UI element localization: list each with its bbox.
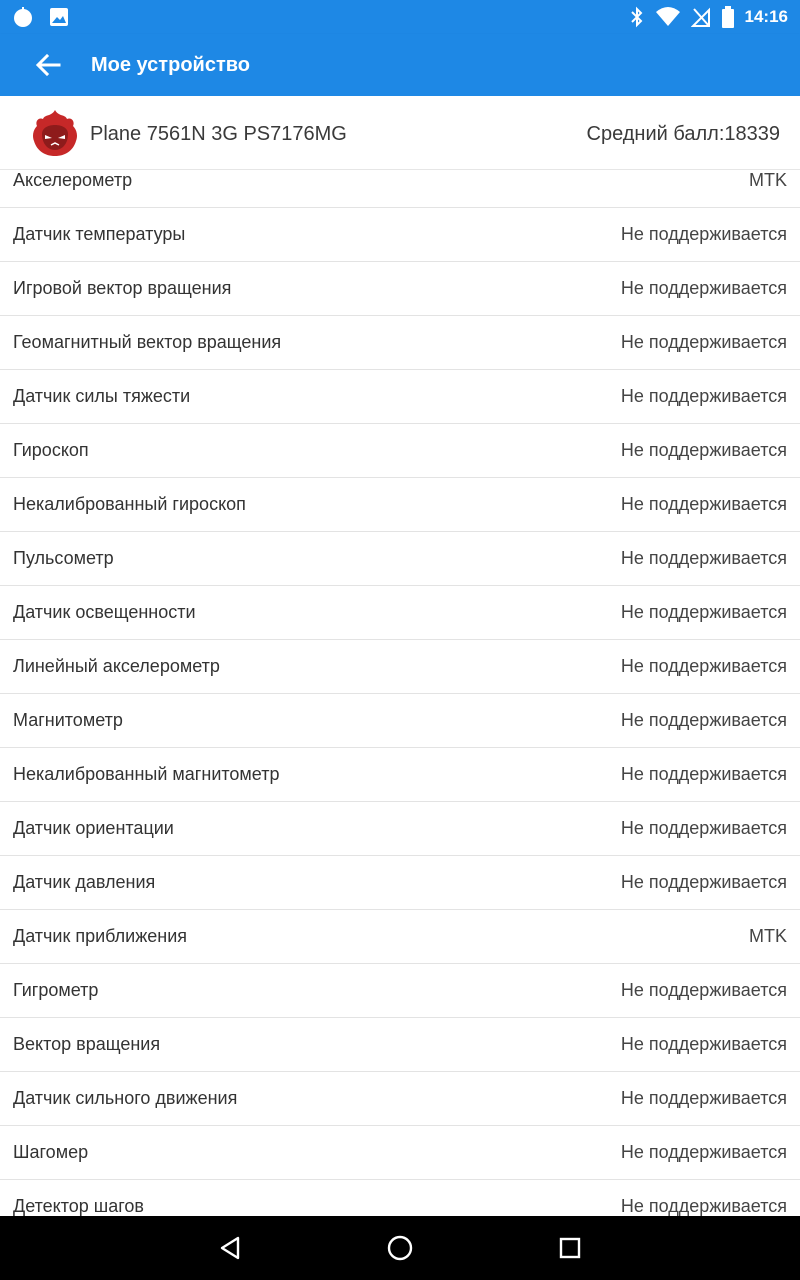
nav-recents-button[interactable] bbox=[550, 1228, 590, 1268]
sensor-row bbox=[0, 748, 800, 802]
device-header bbox=[0, 96, 800, 170]
antutu-logo bbox=[30, 108, 80, 158]
sensor-row bbox=[0, 1018, 800, 1072]
sensor-label: Акселерометр bbox=[13, 170, 133, 190]
sensor-value: Не поддерживается bbox=[620, 872, 787, 892]
sensor-label: Линейный акселерометр bbox=[13, 656, 220, 676]
sensor-value: Не поддерживается bbox=[620, 764, 787, 784]
sensor-label: Некалиброванный гироскоп bbox=[13, 494, 246, 514]
sensor-row bbox=[0, 370, 800, 424]
sensor-row bbox=[0, 802, 800, 856]
average-score: Средний балл:18339 bbox=[586, 123, 780, 145]
sensor-label: Магнитометр bbox=[13, 710, 123, 730]
sensor-label: Датчик силы тяжести bbox=[13, 386, 191, 406]
back-button[interactable] bbox=[26, 43, 70, 87]
sensor-value: Не поддерживается bbox=[620, 980, 787, 1000]
sensor-label: Датчик температуры bbox=[13, 224, 186, 244]
sensor-label: Гигрометр bbox=[13, 980, 99, 1000]
sensor-value: Не поддерживается bbox=[620, 1142, 787, 1162]
sensor-row bbox=[0, 424, 800, 478]
bluetooth-icon bbox=[629, 5, 645, 29]
sensor-label: Вектор вращения bbox=[13, 1034, 161, 1054]
sensor-row bbox=[0, 856, 800, 910]
sensor-value: Не поддерживается bbox=[620, 818, 787, 838]
sensor-label: Геомагнитный вектор вращения bbox=[13, 332, 282, 352]
status-time: 14:16 bbox=[744, 7, 788, 26]
sensor-list bbox=[0, 170, 800, 1216]
page-title: Мое устройство bbox=[91, 54, 250, 76]
sensor-label: Детектор шагов bbox=[13, 1196, 144, 1216]
sensor-row bbox=[0, 1180, 800, 1216]
sensor-value: Не поддерживается bbox=[620, 1196, 787, 1216]
home-circle-icon bbox=[386, 1234, 414, 1262]
sensor-value: Не поддерживается bbox=[620, 494, 787, 514]
sensor-value: Не поддерживается bbox=[620, 278, 787, 298]
sensor-row bbox=[0, 586, 800, 640]
sensor-value: MTK bbox=[749, 170, 787, 190]
sensor-value: Не поддерживается bbox=[620, 710, 787, 730]
sensor-row bbox=[0, 532, 800, 586]
status-left-icons bbox=[12, 6, 70, 28]
sensor-label: Пульсометр bbox=[13, 548, 114, 568]
wifi-icon bbox=[655, 6, 681, 28]
sensor-label: Датчик сильного движения bbox=[13, 1088, 238, 1108]
recents-square-icon bbox=[558, 1236, 582, 1260]
sensor-row bbox=[0, 478, 800, 532]
sensor-row bbox=[0, 694, 800, 748]
nav-home-button[interactable] bbox=[380, 1228, 420, 1268]
sensor-row bbox=[0, 170, 800, 208]
sensor-label: Датчик приближения bbox=[13, 926, 188, 946]
sensor-value: Не поддерживается bbox=[620, 548, 787, 568]
sensor-value: Не поддерживается bbox=[620, 332, 787, 352]
sensor-label: Гироскоп bbox=[13, 440, 89, 460]
sensor-row bbox=[0, 316, 800, 370]
sensor-value: Не поддерживается bbox=[620, 224, 787, 244]
device-name: Plane 7561N 3G PS7176MG bbox=[90, 123, 347, 145]
back-triangle-icon bbox=[218, 1235, 244, 1261]
sensor-list-viewport[interactable] bbox=[0, 170, 800, 1216]
sensor-row bbox=[0, 208, 800, 262]
status-bar bbox=[0, 0, 800, 34]
sensor-row bbox=[0, 640, 800, 694]
sensor-row bbox=[0, 1072, 800, 1126]
sensor-value: Не поддерживается bbox=[620, 1034, 787, 1054]
nav-back-button[interactable] bbox=[211, 1228, 251, 1268]
sensor-value: Не поддерживается bbox=[620, 602, 787, 622]
sensor-label: Датчик ориентации bbox=[13, 818, 174, 838]
sensor-label: Датчик давления bbox=[13, 872, 156, 892]
arrow-back-icon bbox=[35, 52, 61, 78]
sensor-value: Не поддерживается bbox=[620, 440, 787, 460]
sensor-value: Не поддерживается bbox=[620, 386, 787, 406]
image-icon bbox=[48, 6, 70, 28]
sensor-label: Некалиброванный магнитометр bbox=[13, 764, 280, 784]
no-signal-icon bbox=[691, 6, 711, 28]
system-nav-bar bbox=[0, 1216, 800, 1280]
sensor-label: Игровой вектор вращения bbox=[13, 278, 232, 298]
sensor-value: Не поддерживается bbox=[620, 1088, 787, 1108]
sensor-row bbox=[0, 964, 800, 1018]
sensor-row bbox=[0, 262, 800, 316]
sensor-label: Шагомер bbox=[13, 1142, 89, 1162]
app-notification-icon bbox=[12, 6, 34, 28]
sensor-row bbox=[0, 910, 800, 964]
sensor-value: Не поддерживается bbox=[620, 656, 787, 676]
sensor-label: Датчик освещенности bbox=[13, 602, 196, 622]
sensor-value: MTK bbox=[749, 926, 787, 946]
sensor-row bbox=[0, 1126, 800, 1180]
app-bar bbox=[0, 34, 800, 96]
status-right-icons bbox=[629, 5, 788, 29]
battery-icon bbox=[721, 5, 735, 29]
